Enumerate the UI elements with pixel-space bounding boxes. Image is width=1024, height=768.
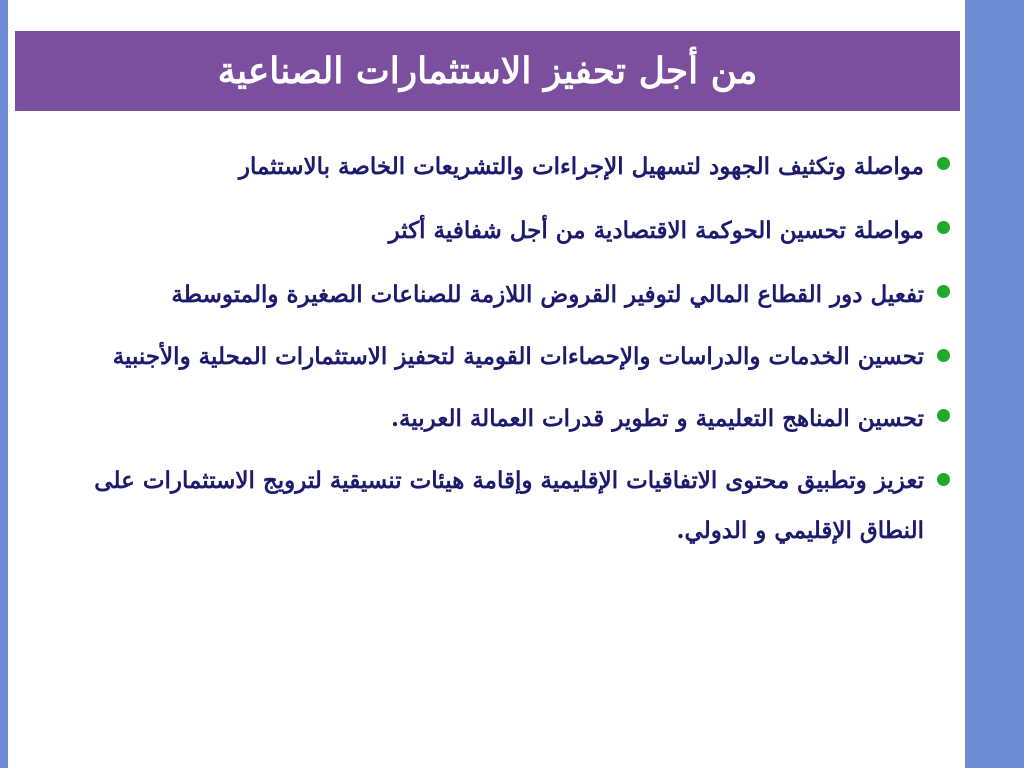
- bullet-text: مواصلة وتكثيف الجهود لتسهيل الإجراءات والتشريعات الخاصة بالاستثمار: [238, 153, 924, 180]
- bullet-dot-icon: [937, 157, 950, 170]
- bullet-text: تعزيز وتطبيق محتوى الاتفاقيات الإقليمية وإقامة هيئات تنسيقية لترويج الاستثمارات على النطاق الإقليمي و الدولي.: [94, 467, 924, 544]
- bullet-item: [52, 268, 950, 322]
- bullet-dot-icon: [937, 285, 950, 298]
- bullet-dot-icon: [937, 473, 950, 486]
- bullet-item: [52, 456, 950, 556]
- bullet-item: [52, 332, 950, 382]
- bullet-item: [52, 204, 950, 258]
- slide-title: من أجل تحفيز الاستثمارات الصناعية: [217, 50, 758, 92]
- title-bar: [15, 31, 960, 111]
- bullet-item: [52, 392, 950, 446]
- bullet-text: مواصلة تحسين الحوكمة الاقتصادية من أجل شفافية أكثر: [388, 217, 924, 244]
- bullet-dot-icon: [937, 409, 950, 422]
- bullet-dot-icon: [937, 221, 950, 234]
- bullet-text: تحسين المناهج التعليمية و تطوير قدرات العمالة العربية.: [390, 405, 924, 432]
- bullet-dot-icon: [937, 349, 950, 362]
- bullet-item: [52, 140, 950, 194]
- bullet-list: [52, 140, 950, 566]
- bullet-text: تفعيل دور القطاع المالي لتوفير القروض اللازمة للصناعات الصغيرة والمتوسطة: [171, 281, 924, 308]
- left-accent-band: [0, 0, 8, 768]
- right-accent-band: [965, 0, 1024, 768]
- bullet-text: تحسين الخدمات والدراسات والإحصاءات القومية لتحفيز الاستثمارات المحلية والأجنبية: [112, 343, 924, 370]
